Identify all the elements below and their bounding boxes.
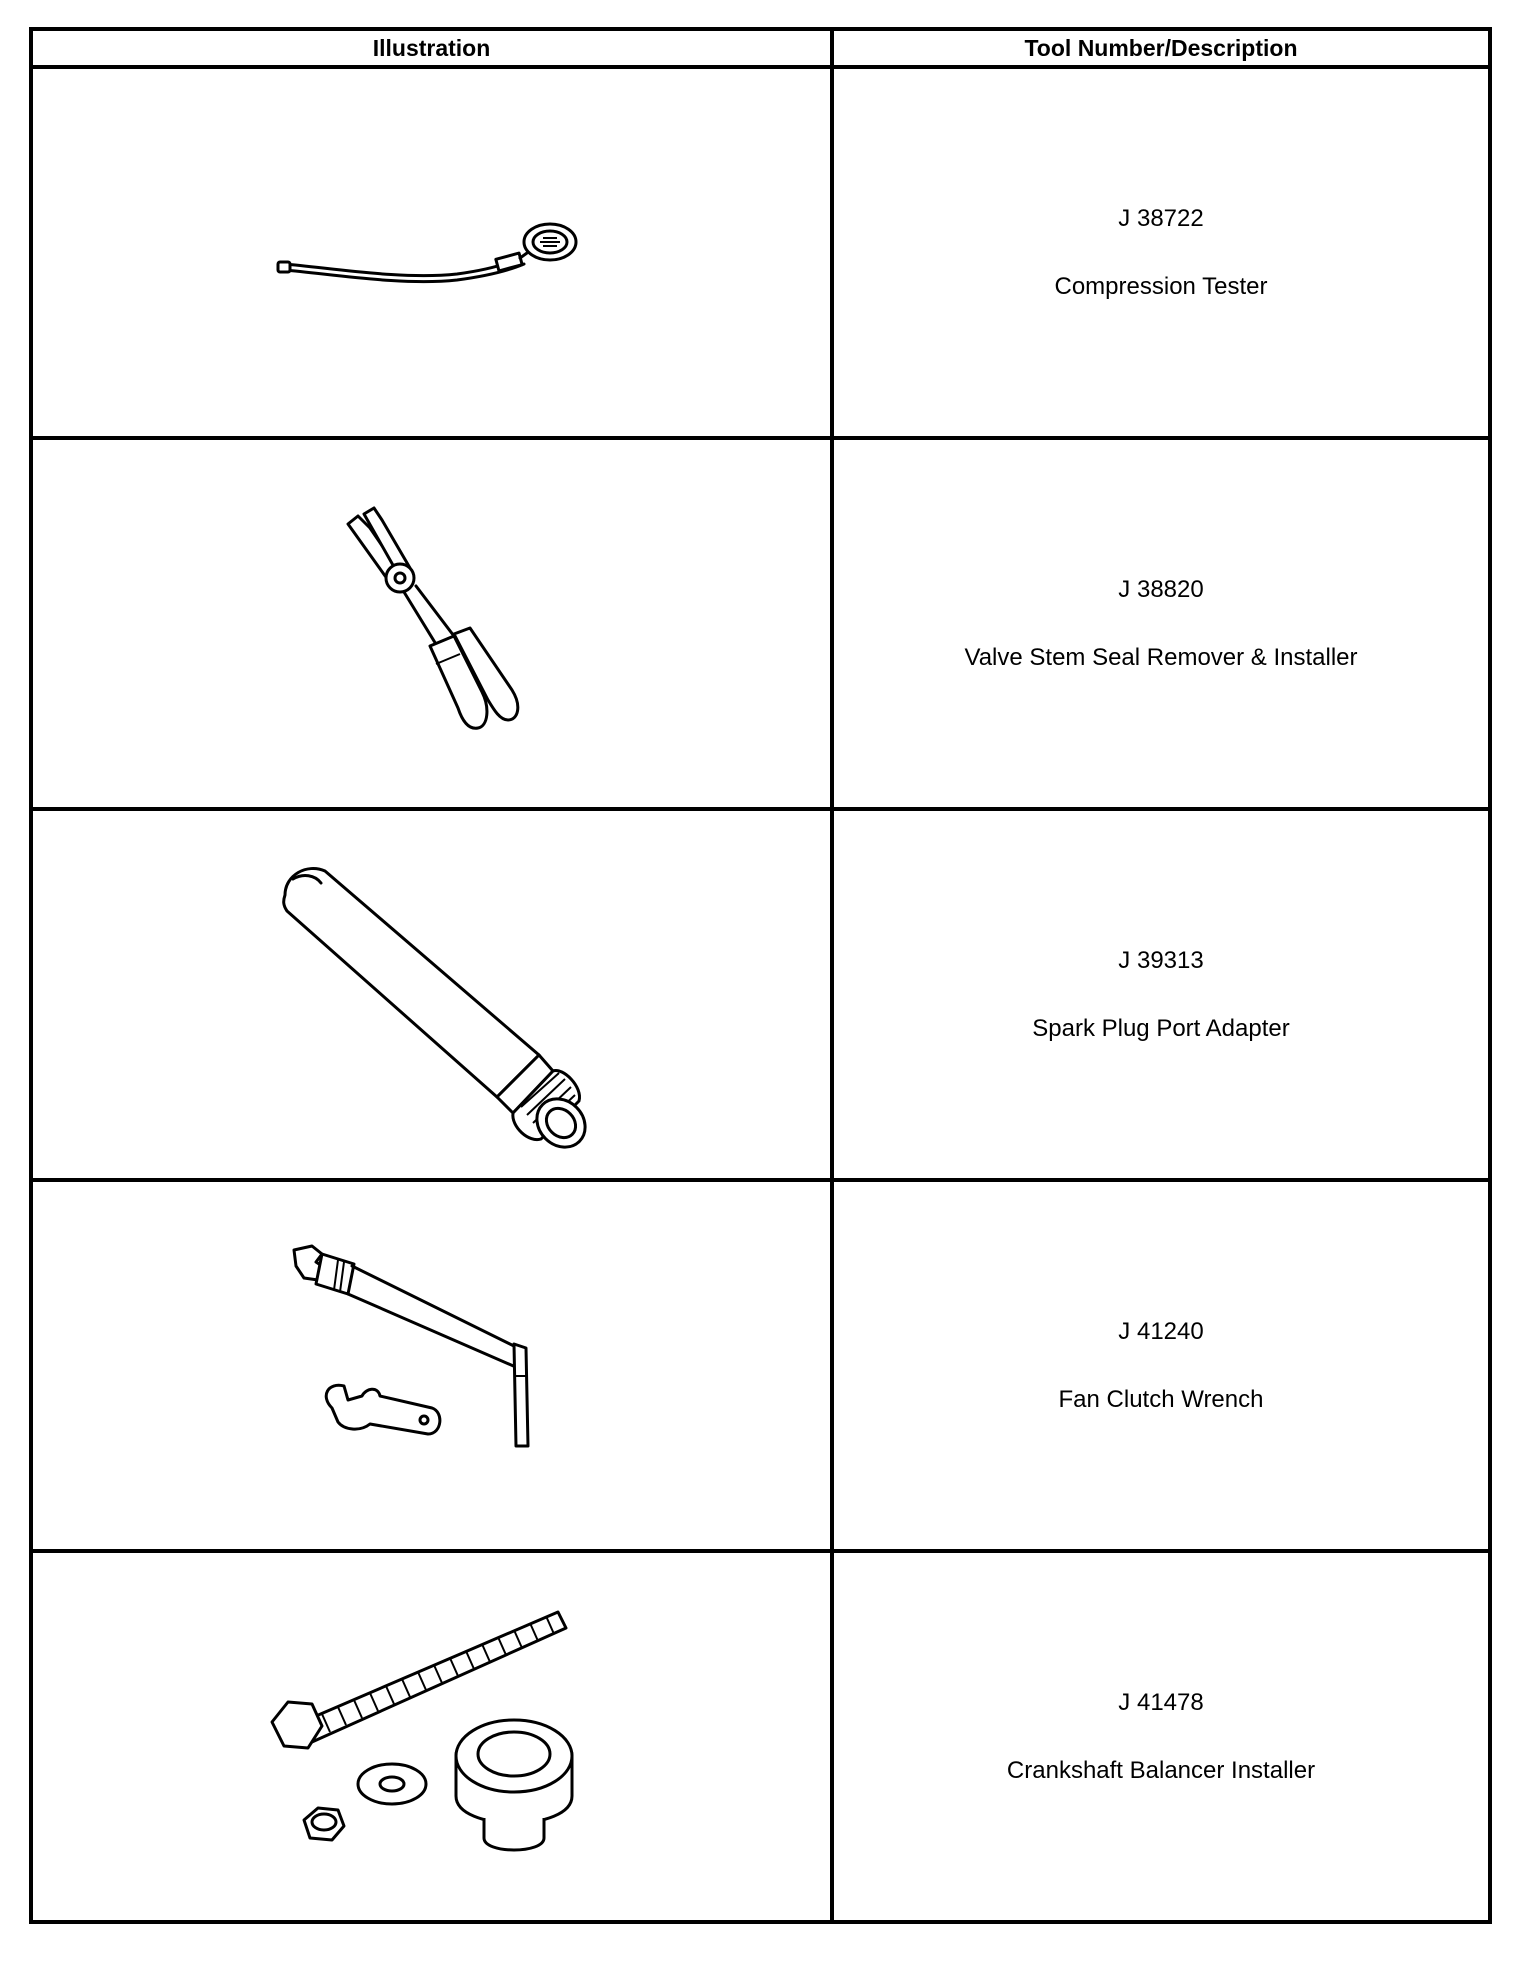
tool-cell: [832, 1551, 1490, 1922]
tool-number: J 38722: [1118, 204, 1204, 232]
tool-description: Valve Stem Seal Remover & Installer: [964, 643, 1358, 671]
table-header-row: [31, 29, 1490, 67]
tool-cell: [832, 1180, 1490, 1551]
tool-cell: [832, 438, 1490, 809]
tool-number: J 38820: [1118, 575, 1204, 603]
illustration-cell: [31, 809, 832, 1180]
header-illustration: Illustration: [31, 29, 832, 67]
table-row: [31, 67, 1490, 438]
tool-number: J 39313: [1118, 946, 1204, 974]
special-tools-table: [29, 27, 1492, 1924]
tool-cell: [832, 809, 1490, 1180]
illustration-cell: [31, 67, 832, 438]
illustration-cell: [31, 1551, 832, 1922]
tool-description: Fan Clutch Wrench: [1058, 1385, 1264, 1413]
tool-cell: [832, 67, 1490, 438]
table-row: [31, 1180, 1490, 1551]
valve-stem-seal-tool-icon: [312, 494, 552, 754]
table-row: [31, 438, 1490, 809]
illustration-cell: [31, 1180, 832, 1551]
tool-number: J 41240: [1118, 1317, 1204, 1345]
compression-tester-icon: [272, 198, 592, 308]
tool-number: J 41478: [1118, 1688, 1204, 1716]
tool-description: Spark Plug Port Adapter: [1032, 1014, 1290, 1042]
fan-clutch-wrench-icon: [282, 1236, 582, 1496]
header-tool-number-description: Tool Number/Description: [832, 29, 1490, 67]
illustration-cell: [31, 438, 832, 809]
tool-description: Compression Tester: [1054, 272, 1268, 300]
crankshaft-balancer-installer-icon: [262, 1602, 602, 1872]
tool-description: Crankshaft Balancer Installer: [1006, 1756, 1316, 1784]
table-row: [31, 809, 1490, 1180]
spark-plug-port-adapter-icon: [267, 835, 597, 1155]
table-row: [31, 1551, 1490, 1922]
